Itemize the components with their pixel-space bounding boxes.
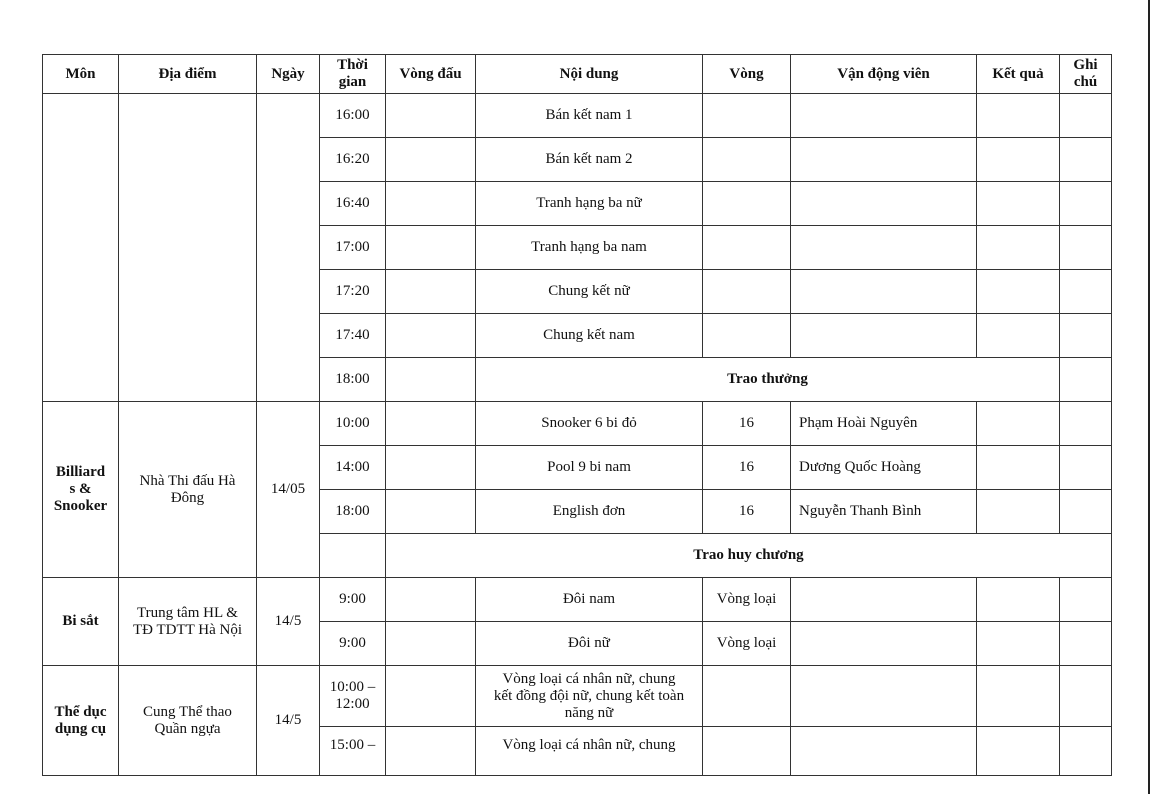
header-mon: Môn <box>43 55 119 94</box>
content-cell: Chung kết nam <box>476 314 703 358</box>
note-cell <box>1060 358 1112 402</box>
round-cell <box>703 226 791 270</box>
table-row <box>43 94 1112 138</box>
sport-bi-sat: Bi sắt <box>43 578 119 666</box>
date-cell: 14/5 <box>257 578 320 666</box>
round-cell: Vòng loại <box>703 578 791 622</box>
content-cell: Pool 9 bi nam <box>476 446 703 490</box>
medal-ceremony-cell: Trao huy chương <box>386 534 1112 578</box>
time-cell-empty <box>320 534 386 578</box>
sport-cell-empty <box>43 94 119 402</box>
time-cell: 18:00 <box>320 490 386 534</box>
schedule-table <box>42 54 1112 776</box>
result-cell <box>977 490 1060 534</box>
note-cell <box>1060 666 1112 727</box>
content-cell: Tranh hạng ba nữ <box>476 182 703 226</box>
table-row <box>43 578 1112 622</box>
time-cell: 16:40 <box>320 182 386 226</box>
result-cell <box>977 622 1060 666</box>
date-cell: 14/5 <box>257 666 320 776</box>
content-cell: English đơn <box>476 490 703 534</box>
table-row <box>43 666 1112 727</box>
venue-line1: Cung Thể thao <box>143 703 232 720</box>
athlete-cell: Dương Quốc Hoàng <box>791 446 977 490</box>
note-cell <box>1060 226 1112 270</box>
header-vong-dau: Vòng đấu <box>386 55 476 94</box>
athlete-cell <box>791 270 977 314</box>
athlete-cell <box>791 138 977 182</box>
round-cell: Vòng loại <box>703 622 791 666</box>
time-cell: 17:00 <box>320 226 386 270</box>
header-ghi-chu-line1: Ghi <box>1073 57 1098 73</box>
header-thoi-gian-line1: Thời <box>337 57 368 73</box>
round-cell <box>703 138 791 182</box>
note-cell <box>1060 138 1112 182</box>
result-cell <box>977 727 1060 776</box>
date-cell-empty <box>257 94 320 402</box>
time-cell: 18:00 <box>320 358 386 402</box>
content-cell: Bán kết nam 1 <box>476 94 703 138</box>
note-cell <box>1060 490 1112 534</box>
result-cell <box>977 270 1060 314</box>
venue-ha-dong <box>119 402 257 578</box>
header-noi-dung: Nội dung <box>476 55 703 94</box>
content-cell: Snooker 6 bi đỏ <box>476 402 703 446</box>
venue-line2: Đông <box>170 489 205 506</box>
header-dia-diem: Địa điểm <box>119 55 257 94</box>
round-cell: 16 <box>703 490 791 534</box>
venue-cell-empty <box>119 94 257 402</box>
result-cell <box>977 314 1060 358</box>
time-cell: 14:00 <box>320 446 386 490</box>
sport-billiards-snooker <box>43 402 119 578</box>
result-cell <box>977 666 1060 727</box>
content-cell: Vòng loại cá nhân nữ, chung <box>476 727 703 776</box>
content-line1: Vòng loại cá nhân nữ, chung <box>502 670 676 687</box>
note-cell <box>1060 446 1112 490</box>
note-cell <box>1060 727 1112 776</box>
round-cell <box>703 182 791 226</box>
content-cell <box>476 666 703 727</box>
venue-line2: TĐ TDTT Hà Nội <box>132 621 242 638</box>
vong-dau-cell <box>386 358 476 402</box>
note-cell <box>1060 622 1112 666</box>
result-cell <box>977 402 1060 446</box>
result-cell <box>977 94 1060 138</box>
time-cell: 16:20 <box>320 138 386 182</box>
athlete-cell: Nguyễn Thanh Bình <box>791 490 977 534</box>
date-cell: 14/05 <box>257 402 320 578</box>
venue-line1: Nhà Thi đấu Hà <box>139 472 236 489</box>
time-cell <box>320 666 386 727</box>
content-cell: Chung kết nữ <box>476 270 703 314</box>
sport-name-line2: dụng cụ <box>54 720 107 737</box>
result-cell <box>977 446 1060 490</box>
vong-dau-cell <box>386 578 476 622</box>
sport-name-line1: Thể dục <box>54 703 107 720</box>
vong-dau-cell <box>386 182 476 226</box>
round-cell <box>703 666 791 727</box>
athlete-cell: Phạm Hoài Nguyên <box>791 402 977 446</box>
athlete-cell <box>791 94 977 138</box>
round-cell <box>703 94 791 138</box>
athlete-cell <box>791 578 977 622</box>
header-van-dong-vien: Vận động viên <box>791 55 977 94</box>
vong-dau-cell <box>386 622 476 666</box>
note-cell <box>1060 314 1112 358</box>
round-cell <box>703 727 791 776</box>
time-cell: 10:00 <box>320 402 386 446</box>
vong-dau-cell <box>386 314 476 358</box>
header-ghi-chu <box>1060 55 1112 94</box>
header-thoi-gian <box>320 55 386 94</box>
result-cell <box>977 138 1060 182</box>
result-cell <box>977 578 1060 622</box>
note-cell <box>1060 578 1112 622</box>
venue-trung-tam <box>119 578 257 666</box>
sport-name-line2: s & <box>69 481 92 497</box>
header-row <box>43 55 1112 94</box>
round-cell <box>703 314 791 358</box>
athlete-cell <box>791 314 977 358</box>
content-line3: năng nữ <box>564 704 614 721</box>
time-cell: 17:40 <box>320 314 386 358</box>
result-cell <box>977 226 1060 270</box>
time-cell: 9:00 <box>320 578 386 622</box>
sport-the-duc-dung-cu <box>43 666 119 776</box>
vong-dau-cell <box>386 727 476 776</box>
athlete-cell <box>791 226 977 270</box>
page-edge-rule <box>1148 0 1150 794</box>
athlete-cell <box>791 666 977 727</box>
venue-line1: Trung tâm HL & <box>137 604 238 621</box>
time-line1: 10:00 – <box>329 679 376 695</box>
header-ghi-chu-line2: chú <box>1073 74 1098 90</box>
result-cell <box>977 182 1060 226</box>
time-cell: 9:00 <box>320 622 386 666</box>
time-line2: 12:00 <box>335 696 370 712</box>
note-cell <box>1060 182 1112 226</box>
note-cell <box>1060 94 1112 138</box>
round-cell: 16 <box>703 402 791 446</box>
vong-dau-cell <box>386 402 476 446</box>
round-cell: 16 <box>703 446 791 490</box>
vong-dau-cell <box>386 226 476 270</box>
award-ceremony-cell: Trao thưởng <box>476 358 1060 402</box>
vong-dau-cell <box>386 138 476 182</box>
vong-dau-cell <box>386 94 476 138</box>
content-cell: Đôi nữ <box>476 622 703 666</box>
vong-dau-cell <box>386 270 476 314</box>
header-ket-qua: Kết quả <box>977 55 1060 94</box>
venue-cung-the-thao <box>119 666 257 776</box>
content-cell: Đôi nam <box>476 578 703 622</box>
vong-dau-cell <box>386 666 476 727</box>
athlete-cell <box>791 727 977 776</box>
vong-dau-cell <box>386 446 476 490</box>
table-row <box>43 402 1112 446</box>
vong-dau-cell <box>386 490 476 534</box>
time-cell: 15:00 – <box>320 727 386 776</box>
time-cell: 16:00 <box>320 94 386 138</box>
header-thoi-gian-line2: gian <box>338 74 367 90</box>
sport-name-line3: Snooker <box>53 498 108 514</box>
content-line2: kết đồng đội nữ, chung kết toàn <box>493 687 685 704</box>
sport-name-line1: Billiard <box>55 464 106 480</box>
note-cell <box>1060 270 1112 314</box>
content-cell: Tranh hạng ba nam <box>476 226 703 270</box>
header-vong: Vòng <box>703 55 791 94</box>
athlete-cell <box>791 182 977 226</box>
header-ngay: Ngày <box>257 55 320 94</box>
venue-line2: Quần ngựa <box>154 720 221 737</box>
time-cell: 17:20 <box>320 270 386 314</box>
athlete-cell <box>791 622 977 666</box>
round-cell <box>703 270 791 314</box>
note-cell <box>1060 402 1112 446</box>
content-cell: Bán kết nam 2 <box>476 138 703 182</box>
